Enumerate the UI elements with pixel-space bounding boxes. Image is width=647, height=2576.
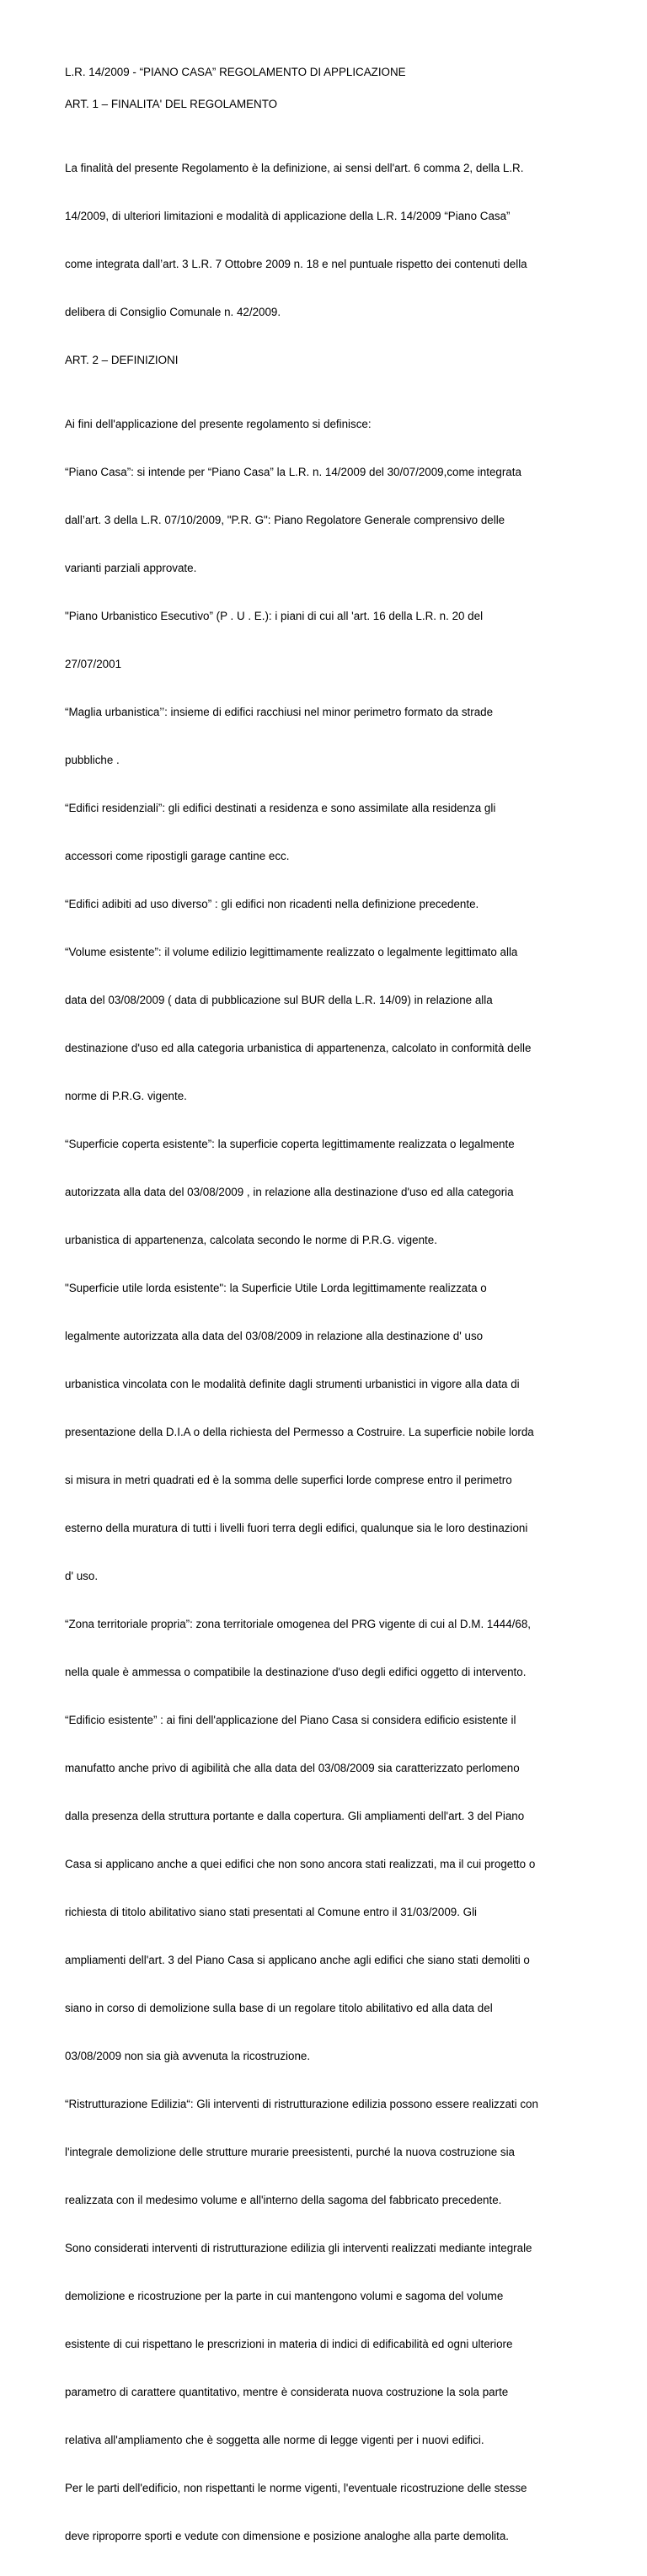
art2-line: “Superficie coperta esistente”: la superficie coperta legittimamente realizzata o legalmente xyxy=(65,1138,515,1150)
art2-line: siano in corso di demolizione sulla base di un regolare titolo abilitativo ed alla data del xyxy=(65,2002,493,2014)
art2-line: “Piano Casa”: si intende per “Piano Casa” la L.R. n. 14/2009 del 30/07/2009,come integrata xyxy=(65,466,521,478)
art2-line: dalla presenza della struttura portante e dalla copertura. Gli ampliamenti dell'art. 3 del Piano xyxy=(65,1810,525,1822)
art2-line: ampliamenti dell'art. 3 del Piano Casa si applicano anche agli edifici che siano stati demoliti o xyxy=(65,1954,530,1966)
art2-line: varianti parziali approvate. xyxy=(65,562,197,574)
art2-line: autorizzata alla data del 03/08/2009 , in relazione alla destinazione d'uso ed alla categoria xyxy=(65,1186,514,1198)
art2-line: “Volume esistente”: il volume edilizio legittimamente realizzato o legalmente legittimato alla xyxy=(65,946,518,958)
art2-line: data del 03/08/2009 ( data di pubblicazione sul BUR della L.R. 14/09) in relazione alla xyxy=(65,994,493,1006)
art2-line: “Maglia urbanistica’’: insieme di edifici racchiusi nel minor perimetro formato da strade xyxy=(65,706,494,718)
art1-line: 14/2009, di ulteriori limitazioni e modalità di applicazione della L.R. 14/2009 “Piano Casa” xyxy=(65,210,511,222)
art1-heading: ART. 1 – FINALITA' DEL REGOLAMENTO xyxy=(65,98,278,110)
art2-line: demolizione e ricostruzione per la parte in cui mantengono volumi e sagoma del volume xyxy=(65,2290,504,2302)
art2-line: "Superficie utile lorda esistente": la Superficie Utile Lorda legittimamente realizzata o xyxy=(65,1282,487,1294)
art2-line: urbanistica vincolata con le modalità definite dagli strumenti urbanistici in vigore alla data di xyxy=(65,1378,520,1390)
art2-line: “Edificio esistente” : ai fini dell'applicazione del Piano Casa si considera edificio esistente il xyxy=(65,1714,516,1726)
art2-line: “Edifici residenziali”: gli edifici destinati a residenza e sono assimilate alla residenza gli xyxy=(65,802,496,814)
art2-line: parametro di carattere quantitativo, mentre è considerata nuova costruzione la sola parte xyxy=(65,2386,509,2398)
art2-line: Sono considerati interventi di ristrutturazione edilizia gli interventi realizzati mediante integrale xyxy=(65,2242,532,2254)
art2-line: richiesta di titolo abilitativo siano stati presentati al Comune entro il 31/03/2009. Gli xyxy=(65,1906,478,1918)
document-title: L.R. 14/2009 - “PIANO CASA” REGOLAMENTO DI APPLICAZIONE xyxy=(65,66,406,78)
art2-line: d' uso. xyxy=(65,1570,99,1582)
art2-line: legalmente autorizzata alla data del 03/08/2009 in relazione alla destinazione d' uso xyxy=(65,1330,484,1342)
art2-line: “Edifici adibiti ad uso diverso” : gli edifici non ricadenti nella definizione precedente. xyxy=(65,898,479,910)
art1-paragraph xyxy=(65,128,647,352)
art2-line: “Ristrutturazione Edilizia“: Gli interventi di ristrutturazione edilizia possono essere realizzati con xyxy=(65,2098,538,2110)
art2-line: “Zona territoriale propria”: zona territoriale omogenea del PRG vigente di cui al D.M. 1444/68, xyxy=(65,1618,532,1630)
art2-line: dall’art. 3 della L.R. 07/10/2009, "P.R. G": Piano Regolatore Generale comprensivo delle xyxy=(65,514,505,526)
art2-line: "Piano Urbanistico Esecutivo” (P . U . E.): i piani di cui all 'art. 16 della L.R. n. 20 del xyxy=(65,610,484,622)
art2-line: 03/08/2009 non sia già avvenuta la ricostruzione. xyxy=(65,2050,311,2062)
art2-line: realizzata con il medesimo volume e all'interno della sagoma del fabbricato precedente. xyxy=(65,2194,502,2206)
art2-line: l'integrale demolizione delle strutture murarie preesistenti, purché la nuova costruzione sia xyxy=(65,2146,515,2158)
art2-line: deve riproporre sporti e vedute con dimensione e posizione analoghe alla parte demolita. xyxy=(65,2530,510,2542)
art2-line: accessori come ripostigli garage cantine ecc. xyxy=(65,850,290,862)
art2-line: Ai fini dell'applicazione del presente regolamento si definisce: xyxy=(65,418,372,430)
art2-heading: ART. 2 – DEFINIZIONI xyxy=(65,354,179,366)
art2-paragraph xyxy=(65,384,647,2576)
art2-line: presentazione della D.I.A o della richiesta del Permesso a Costruire. La superficie nobile lorda xyxy=(65,1426,534,1438)
art1-line: La finalità del presente Regolamento è la definizione, ai sensi dell'art. 6 comma 2, della L.R. xyxy=(65,162,524,174)
art2-line: si misura in metri quadrati ed è la somma delle superfici lorde comprese entro il perimetro xyxy=(65,1474,512,1486)
art2-line: 27/07/2001 xyxy=(65,658,122,670)
art2-line: esterno della muratura di tutti i livelli fuori terra degli edifici, qualunque sia le loro destinazioni xyxy=(65,1522,528,1534)
art2-line: esistente di cui rispettano le prescrizioni in materia di indici di edificabilità ed ogni ulteriore xyxy=(65,2338,513,2350)
art1-line: come integrata dall’art. 3 L.R. 7 Ottobre 2009 n. 18 e nel puntuale rispetto dei contenuti della xyxy=(65,258,527,270)
art2-line: destinazione d'uso ed alla categoria urbanistica di appartenenza, calcolato in conformità delle xyxy=(65,1042,532,1054)
art2-line: manufatto anche privo di agibilità che alla data del 03/08/2009 sia caratterizzato perlomeno xyxy=(65,1762,520,1774)
art2-line: urbanistica di appartenenza, calcolata secondo le norme di P.R.G. vigente. xyxy=(65,1234,437,1246)
art2-line: pubbliche . xyxy=(65,754,120,766)
art2-line: Casa si applicano anche a quei edifici che non sono ancora stati realizzati, ma il cui progetto o xyxy=(65,1858,536,1870)
art2-line: norme di P.R.G. vigente. xyxy=(65,1090,187,1102)
art1-line: delibera di Consiglio Comunale n. 42/2009. xyxy=(65,306,281,318)
art2-line: Per le parti dell'edificio, non rispettanti le norme vigenti, l'eventuale ricostruzione delle stesse xyxy=(65,2482,527,2494)
art2-line: nella quale è ammessa o compatibile la destinazione d'uso degli edifici oggetto di intervento. xyxy=(65,1666,527,1678)
art2-line: relativa all'ampliamento che è soggetta alle norme di legge vigenti per i nuovi edifici. xyxy=(65,2434,484,2446)
